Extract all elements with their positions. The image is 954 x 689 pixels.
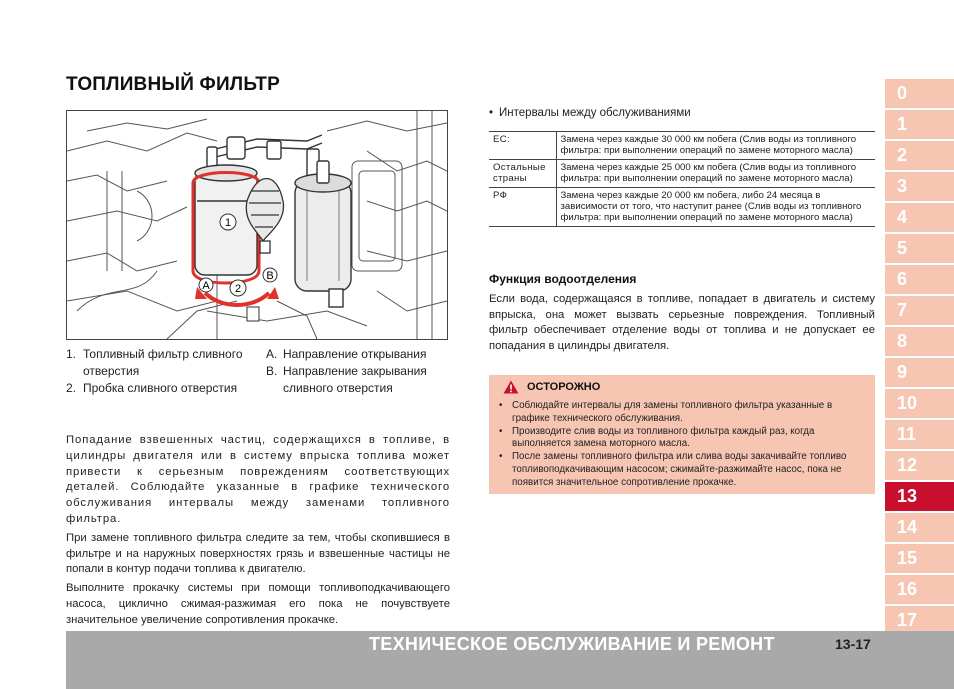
table-row (489, 132, 875, 160)
interval-cell: Замена через каждые 20 000 км побега, либо 24 месяца в зависимости от того, что наступит ранее (Слив воды из топливного фильтра: при выполнении операций по замене моторного масла) (556, 187, 875, 226)
bullet: • (489, 107, 494, 119)
caution-item-text: Производите слив воды из топливного фильтра каждый раз, когда выполняется замена моторного масла. (512, 425, 815, 450)
region-cell: Остальные страны (489, 159, 556, 187)
intervals-heading (489, 107, 691, 119)
caution-title: ОСТОРОЖНО (527, 381, 601, 393)
legend-item (266, 363, 456, 397)
table-row (489, 187, 875, 226)
legend-letter: B. (266, 364, 278, 378)
chapter-tab-6[interactable]: 6 (885, 265, 954, 294)
list-item: • Соблюдайте интервалы для замены топливного фильтра указанные в графике технического обслуживания. (499, 400, 861, 426)
caution-header (503, 380, 600, 394)
caution-item-text: Соблюдайте интервалы для замены топливного фильтра указанные в графике технического обслуживания. (512, 400, 833, 424)
legend-num: 1. (66, 347, 77, 361)
legend-item (266, 346, 456, 363)
interval-cell: Замена через каждые 25 000 км побега (Слив воды из топливного фильтра: при выполнении операций по замене моторного масла) (556, 159, 875, 187)
warning-icon (503, 380, 519, 394)
legend-num: 2. (66, 381, 77, 395)
chapter-tab-7[interactable]: 7 (885, 296, 954, 325)
caution-list (499, 400, 861, 490)
water-separation-text: Если вода, содержащаяся в топливе, попадает в двигатель и систему впрыска, она может вызвать серьезные повреждения. Топливный фильтр обеспечивает отделение воды от топлива и не допускает ее попадания в цилиндры двигателя. (489, 293, 875, 353)
footer-bar (66, 631, 954, 689)
chapter-tab-10[interactable]: 10 (885, 389, 954, 418)
callout-b: B (266, 270, 274, 282)
chapter-tab-0[interactable]: 0 (885, 79, 954, 108)
chapter-tab-15[interactable]: 15 (885, 544, 954, 573)
chapter-tab-14[interactable]: 14 (885, 513, 954, 542)
callout-2: 2 (234, 283, 242, 295)
paragraph: Попадание взвешенных частиц, содержащихся в топливе, в цилиндры двигателя или в систему впрыска топлива может привести к серьезным повреждениям соответствующих деталей. Соблюдайте указанные в графике технического обслуживания интервалы между заменами топливного фильтра. (66, 434, 450, 525)
legend-item (66, 380, 256, 397)
paragraph: При замене топливного фильтра следите за тем, чтобы скопившиеся в фильтре и на наружных поверхностях грязь и взвешенные частицы не попали в контур подачи топлива к двигателю. (66, 531, 450, 576)
chapter-tab-1[interactable]: 1 (885, 110, 954, 139)
legend-letter: A. (266, 347, 278, 361)
water-separation-heading: Функция водоотделения (489, 272, 637, 286)
list-item: • Производите слив воды из топливного фильтра каждый раз, когда выполняется замена моторного масла. (499, 426, 861, 452)
body-text (66, 433, 450, 632)
chapter-tab-2[interactable]: 2 (885, 141, 954, 170)
chapter-tab-13[interactable]: 13 (885, 482, 954, 511)
chapter-tab-9[interactable]: 9 (885, 358, 954, 387)
chapter-tab-4[interactable]: 4 (885, 203, 954, 232)
list-item: • После замены топливного фильтра или слива воды закачивайте топливо топливоподкачивающим насосом; сжимайте-разжимайте насос, пока не появится значительное сопротивление прокачке. (499, 451, 861, 489)
legend-text: Направление открывания (283, 347, 427, 361)
caution-item-text: После замены топливного фильтра или слива воды закачивайте топливо топливоподкачивающим насосом; сжимайте-разжимайте насос, пока не появится значительное сопротивление прокачке. (512, 451, 847, 488)
legend-text: Направление закрывания сливного отверстия (283, 364, 427, 395)
fuel-filter-illustration (66, 110, 448, 340)
chapter-tab-5[interactable]: 5 (885, 234, 954, 263)
chapter-tab-3[interactable]: 3 (885, 172, 954, 201)
service-intervals-table (489, 131, 875, 227)
callout-1: 1 (224, 217, 232, 229)
callout-a: A (202, 280, 210, 292)
legend-numbered (66, 346, 256, 397)
intervals-heading-text: Интервалы между обслуживаниями (499, 107, 691, 119)
region-cell: РФ (489, 187, 556, 226)
legend-text: Топливный фильтр сливного отверстия (83, 347, 243, 378)
chapter-tab-11[interactable]: 11 (885, 420, 954, 449)
chapter-tab-17[interactable]: 17 (885, 606, 954, 635)
page-number: 13-17 (835, 636, 871, 652)
interval-cell: Замена через каждые 30 000 км побега (Слив воды из топливного фильтра: при выполнении операций по замене моторного масла) (556, 132, 875, 160)
chapter-tab-12[interactable]: 12 (885, 451, 954, 480)
legend-item (66, 346, 256, 380)
legend-lettered (266, 346, 456, 397)
chapter-tab-16[interactable]: 16 (885, 575, 954, 604)
legend-text: Пробка сливного отверстия (83, 381, 238, 395)
section-title: ТЕХНИЧЕСКОЕ ОБСЛУЖИВАНИЕ И РЕМОНТ (369, 634, 775, 654)
chapter-tab-8[interactable]: 8 (885, 327, 954, 356)
caution-box (489, 375, 875, 494)
region-cell: ЕС: (489, 132, 556, 160)
paragraph: Выполните прокачку системы при помощи топливоподкачивающего насоса, циклично сжимая-разжимая его пока не почувствуете значительное увеличение сопротивления прокачке. (66, 582, 450, 626)
page-title: ТОПЛИВНЫЙ ФИЛЬТР (66, 74, 280, 95)
table-row (489, 159, 875, 187)
